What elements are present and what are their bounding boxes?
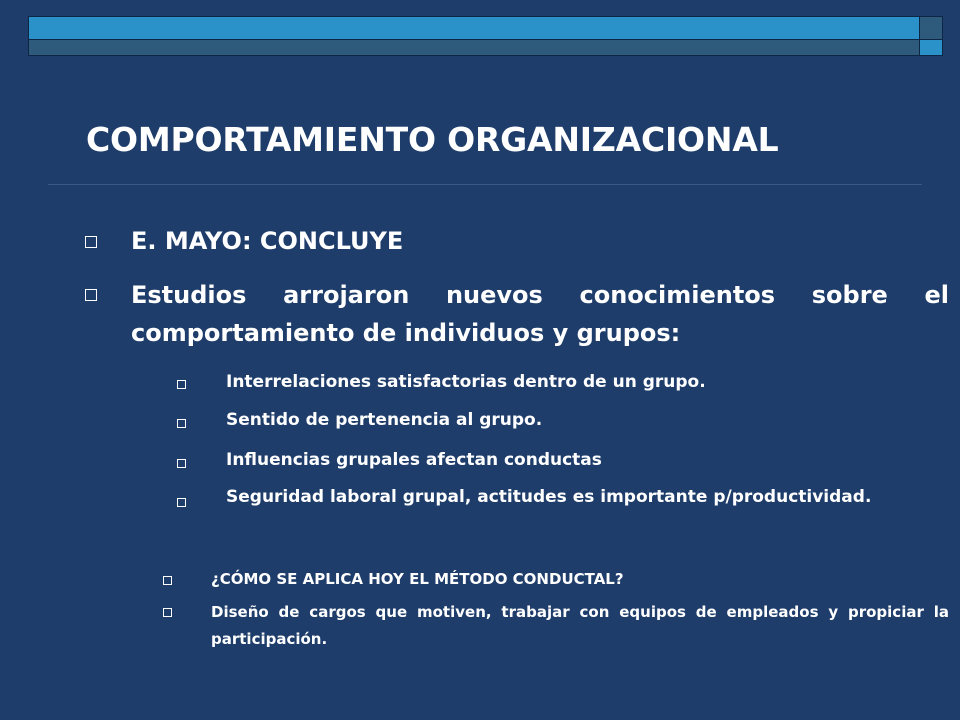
sub-bullet-interrelaciones: Interrelaciones satisfactorias dentro de un grupo. xyxy=(226,372,706,392)
sub-bullet-seguridad: Seguridad laboral grupal, actitudes es importante p/productividad. xyxy=(226,487,872,507)
header-bar-top xyxy=(28,16,920,40)
square-bullet-icon xyxy=(85,236,97,248)
header-corner-dark xyxy=(919,16,943,40)
title-divider xyxy=(48,184,922,185)
bullet-concluye: E. MAYO: CONCLUYE xyxy=(131,227,404,255)
square-bullet-icon xyxy=(177,419,186,428)
header-corner-light xyxy=(919,39,943,56)
square-bullet-icon xyxy=(163,608,172,617)
square-bullet-icon xyxy=(163,576,172,585)
square-bullet-icon xyxy=(85,289,97,301)
bullet-diseno-cargos: Diseño de cargos que motiven, trabajar con equipos de empleados y propiciar la participación. xyxy=(211,603,949,648)
slide-title: COMPORTAMIENTO ORGANIZACIONAL xyxy=(86,120,779,159)
square-bullet-icon xyxy=(177,498,186,507)
bullet-como-se-aplica: ¿CÓMO SE APLICA HOY EL MÉTODO CONDUCTAL? xyxy=(211,570,624,588)
sub-bullet-influencias: Influencias grupales afectan conductas xyxy=(226,450,602,470)
header-bar-bottom xyxy=(28,39,920,56)
bullet-estudios: Estudios arrojaron nuevos conocimientos sobre el comportamiento de individuos y grupos: xyxy=(131,281,949,347)
square-bullet-icon xyxy=(177,459,186,468)
square-bullet-icon xyxy=(177,380,186,389)
sub-bullet-pertenencia: Sentido de pertenencia al grupo. xyxy=(226,410,543,430)
